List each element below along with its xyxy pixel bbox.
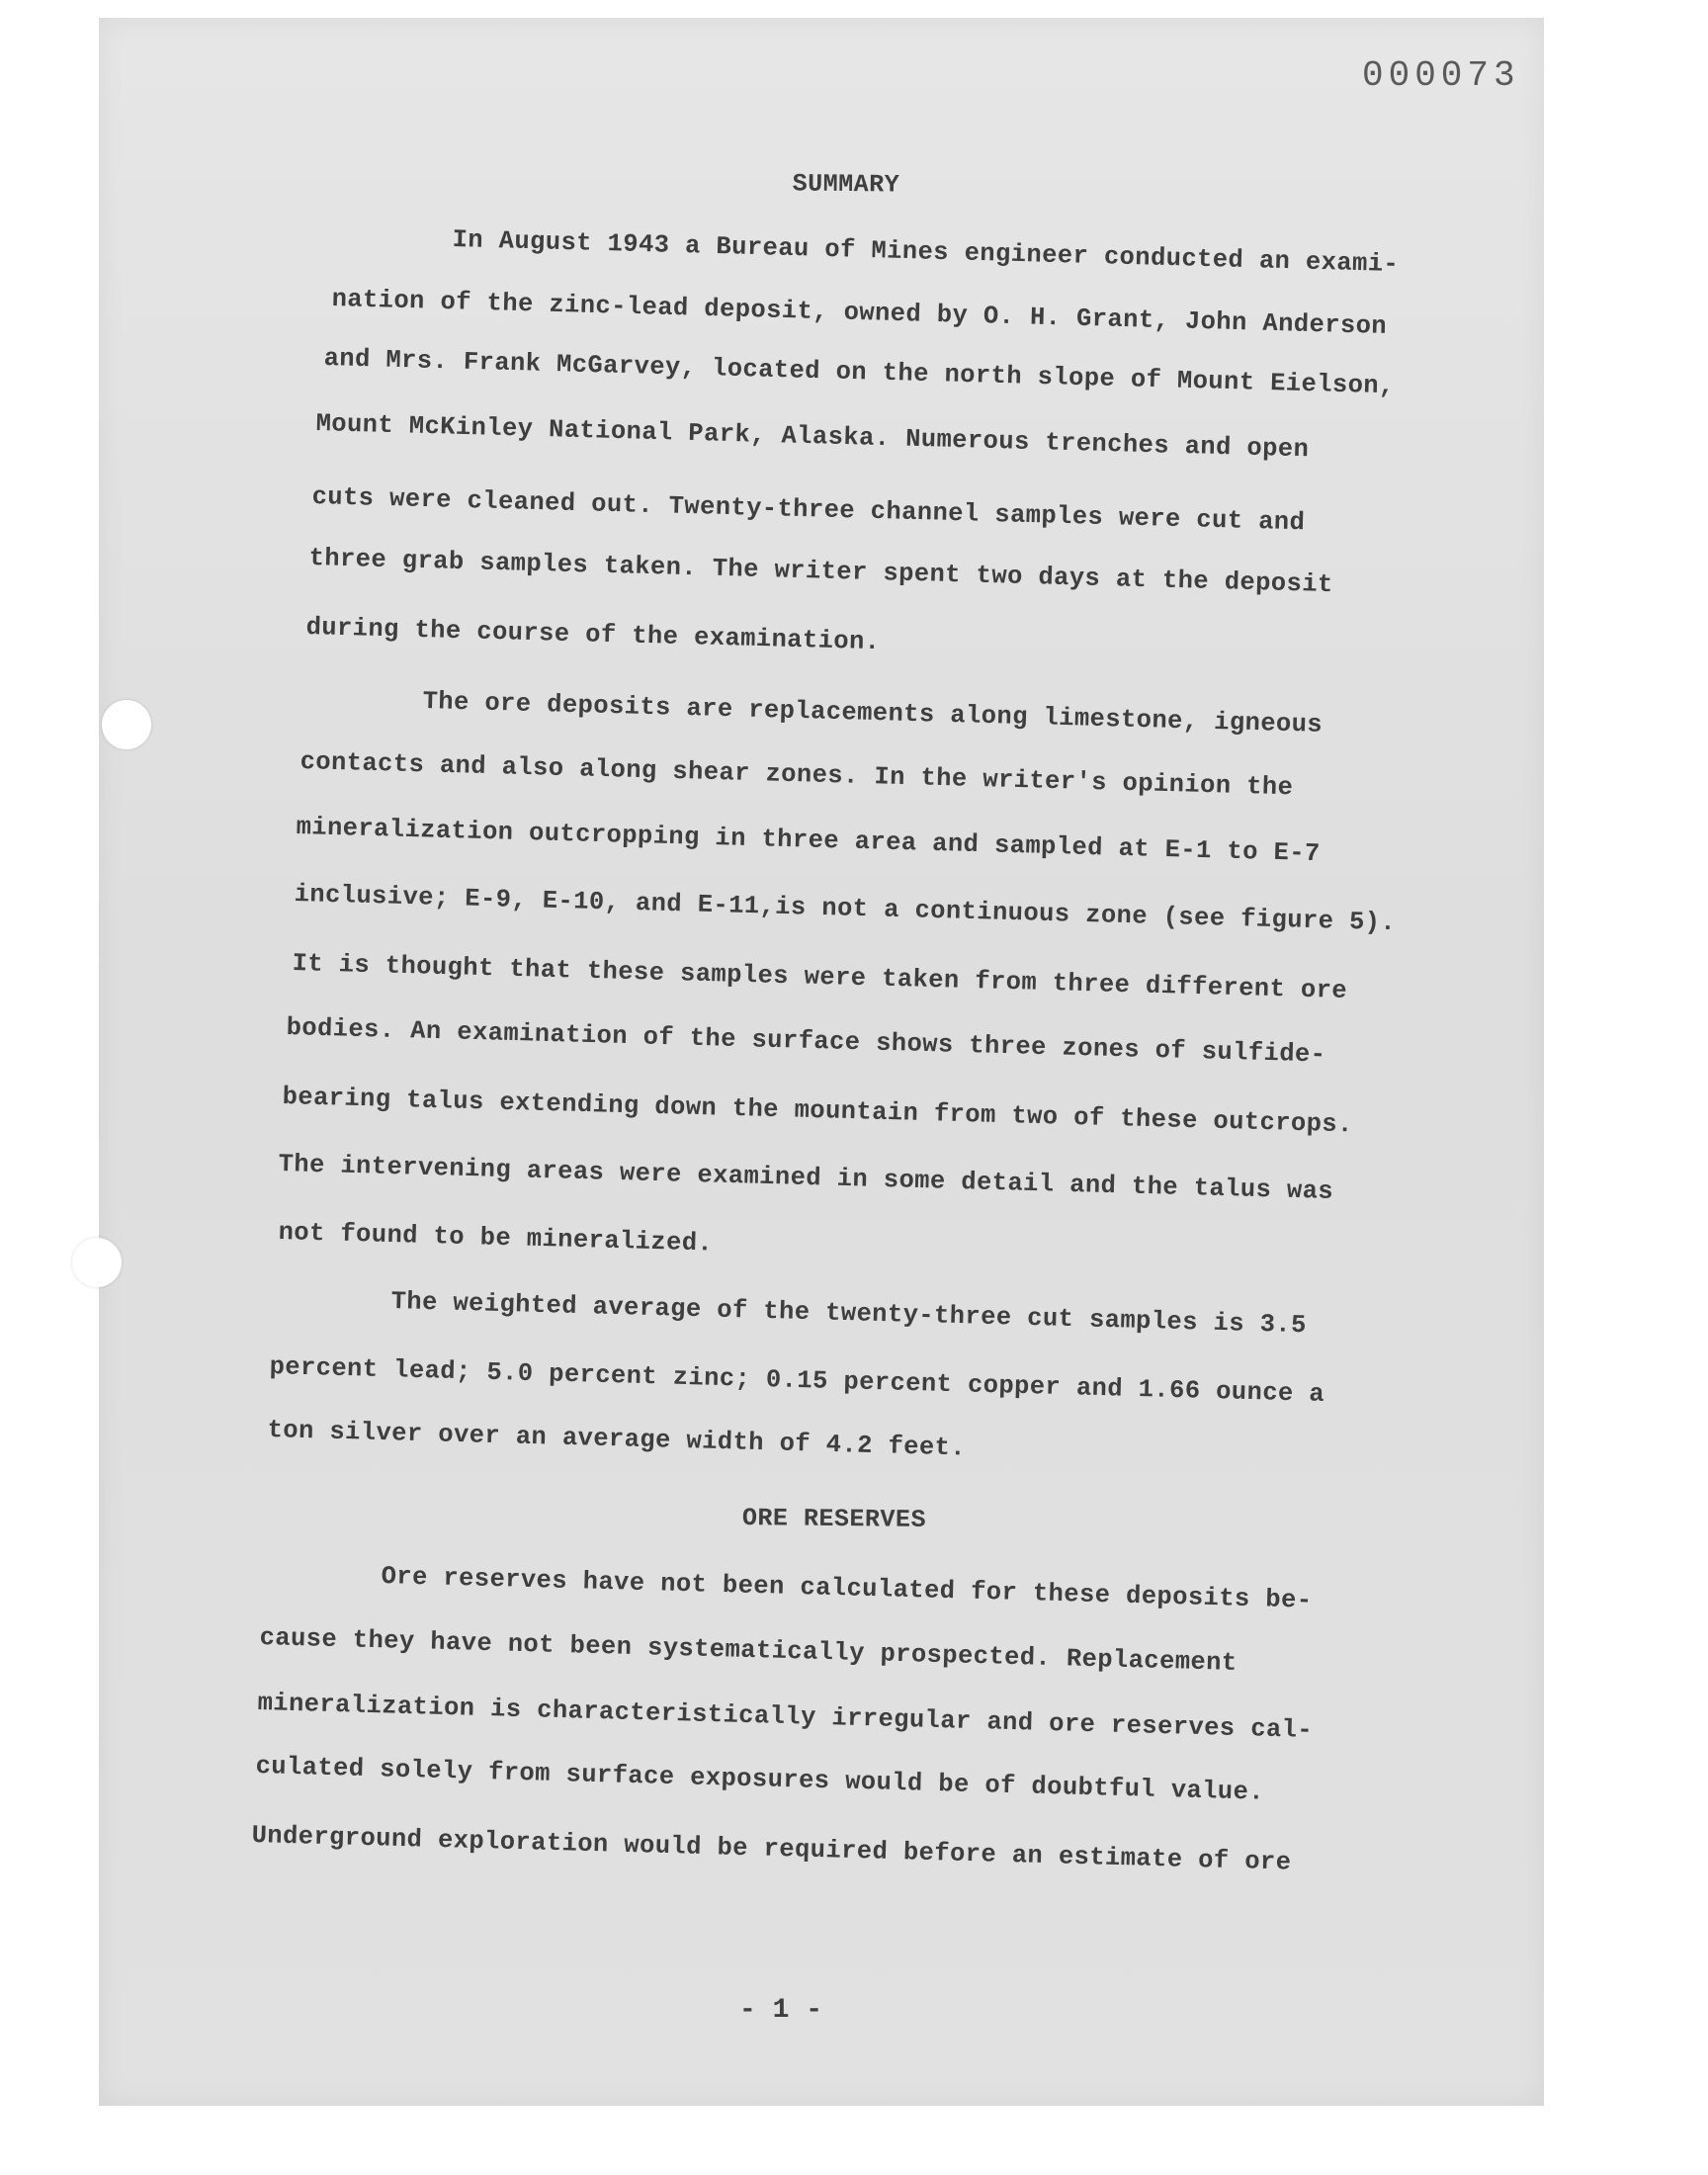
text-line: not found to be mineralized. (278, 1218, 714, 1259)
text-line: percent lead; 5.0 percent zinc; 0.15 percent copper and 1.66 ounce a (269, 1352, 1325, 1409)
document-number: 000073 (1362, 55, 1520, 96)
text-line: culated solely from surface exposures would be of doubtful value. (255, 1752, 1265, 1807)
text-line: It is thought that these samples were taken from three different ore (292, 949, 1348, 1005)
text-line: mineralization is characteristically irregular and ore reserves cal- (257, 1689, 1314, 1745)
text-line: The ore deposits are replacements along limestone, igneous (422, 687, 1324, 740)
text-line: inclusive; E-9, E-10, and E-11,is not a continuous zone (see figure 5). (294, 880, 1397, 938)
text-line: three grab samples taken. The writer spent two days at the deposit (308, 544, 1334, 600)
punch-hole (72, 1238, 122, 1287)
text-line: contacts and also along shear zones. In the writer's opinion the (299, 747, 1294, 803)
text-line: Ore reserves have not been calculated for these deposits be- (381, 1562, 1313, 1615)
page-number: - 1 - (738, 1995, 822, 2026)
text-line: Underground exploration would be required before an estimate of ore (251, 1821, 1292, 1877)
text-line: ton silver over an average width of 4.2 feet. (267, 1416, 967, 1463)
text-line: mineralization outcropping in three area and sampled at E-1 to E-7 (296, 813, 1322, 869)
punch-hole (102, 700, 151, 749)
text-line: The intervening areas were examined in some detail and the talus was (278, 1150, 1334, 1206)
text-line: bodies. An examination of the surface shows three zones of sulfide- (286, 1013, 1326, 1070)
summary-heading: SUMMARY (792, 169, 900, 200)
text-line: The weighted average of the twenty-three cut samples is 3.5 (390, 1287, 1308, 1341)
text-line: cuts were cleaned out. Twenty-three channel samples were cut and (311, 482, 1306, 538)
text-line: bearing talus extending down the mountain from two of these outcrops. (282, 1083, 1354, 1140)
text-line: nation of the zinc-lead deposit, owned by O. H. Grant, John Anderson (331, 285, 1388, 341)
scan-border (0, 2106, 1708, 2175)
text-line: Mount McKinley National Park, Alaska. Numerous trenches and open (315, 409, 1310, 465)
text-line: and Mrs. Frank McGarvey, located on the north slope of Mount Eielson, (323, 344, 1396, 401)
ore-reserves-heading: ORE RESERVES (741, 1504, 927, 1534)
text-line: during the course of the examination. (305, 613, 881, 657)
text-line: cause they have not been systematically prospected. Replacement (259, 1623, 1238, 1678)
text-line: In August 1943 a Bureau of Mines engineer conducted an exami- (452, 225, 1400, 280)
